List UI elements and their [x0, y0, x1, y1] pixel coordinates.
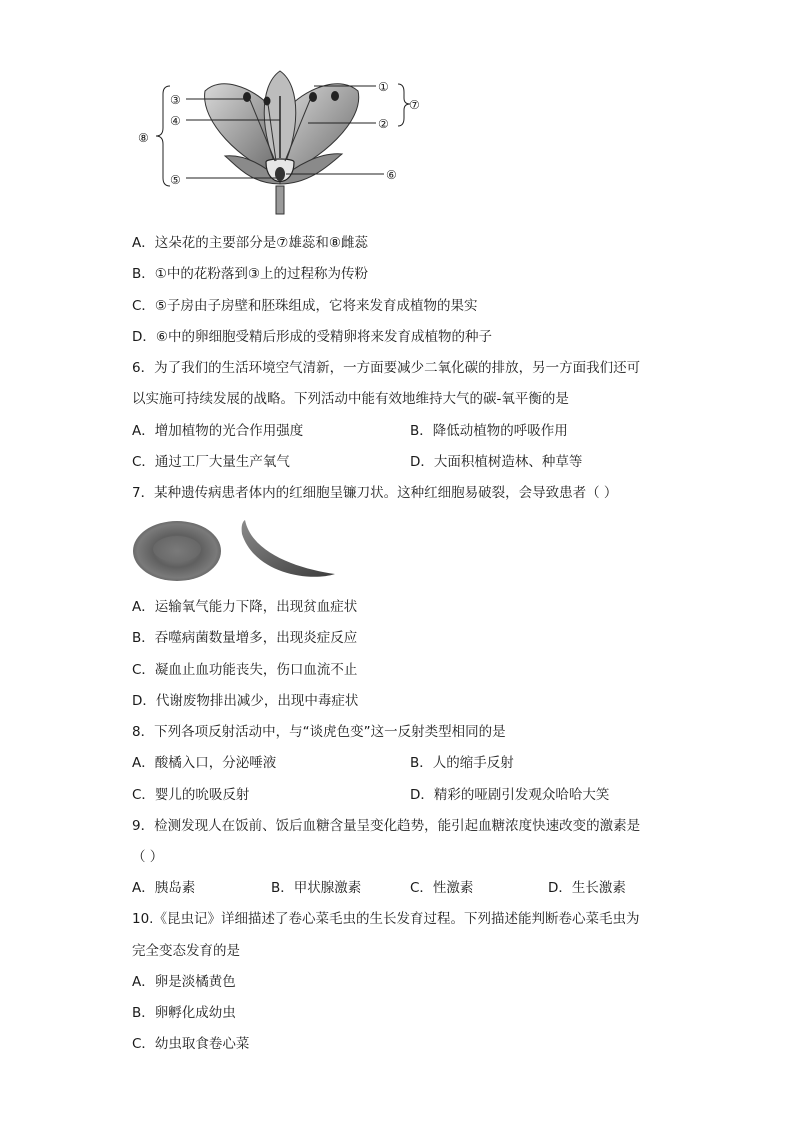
q9-stem-line1: 9．检测发现人在饭前、饭后血糖含量呈变化趋势，能引起血糖浓度快速改变的激素是: [132, 818, 641, 834]
q9-option-b: B．甲状腺激素: [271, 880, 362, 896]
label-7: ⑦: [409, 98, 420, 112]
label-8: ⑧: [138, 131, 149, 145]
q5-option-d: D．⑥中的卵细胞受精后形成的受精卵将来发育成植物的种子: [132, 329, 492, 345]
q8-option-d: D．精彩的哑剧引发观众哈哈大笑: [410, 787, 610, 803]
label-3: ③: [170, 93, 181, 107]
label-1: ①: [378, 80, 389, 94]
q7-option-d: D．代谢废物排出减少，出现中毒症状: [132, 693, 359, 709]
q10-option-b: B．卵孵化成幼虫: [132, 1005, 236, 1021]
q8-option-c: C．婴儿的吮吸反射: [132, 787, 250, 803]
q10-stem-line2: 完全变态发育的是: [132, 943, 240, 959]
q6-option-a: A．增加植物的光合作用强度: [132, 423, 304, 439]
q9-option-c: C．性激素: [410, 880, 474, 896]
q9-option-a: A．胰岛素: [132, 880, 196, 896]
q8-stem: 8．下列各项反射活动中，与“谈虎色变”这一反射类型相同的是: [132, 724, 506, 740]
q5-option-a: A．这朵花的主要部分是⑦雄蕊和⑧雌蕊: [132, 235, 368, 251]
q5-option-b: B．①中的花粉落到③上的过程称为传粉: [132, 266, 368, 282]
q6-stem-line1: 6．为了我们的生活环境空气清新，一方面要减少二氧化碳的排放，另一方面我们还可: [132, 360, 641, 376]
q10-option-c: C．幼虫取食卷心菜: [132, 1036, 250, 1052]
q10-stem-line1: 10.《昆虫记》详细描述了卷心菜毛虫的生长发育过程。下列描述能判断卷心菜毛虫为: [132, 911, 640, 927]
q6-option-d: D．大面积植树造林、种草等: [410, 454, 583, 470]
q6-stem-line2: 以实施可持续发展的战略。下列活动中能有效地维持大气的碳-氧平衡的是: [132, 391, 569, 407]
q9-stem-line2: （ ）: [132, 849, 164, 865]
q8-option-a: A．酸橘入口，分泌唾液: [132, 755, 277, 771]
q10-option-a: A．卵是淡橘黄色: [132, 974, 236, 990]
q8-option-b: B．人的缩手反射: [410, 755, 514, 771]
q7-stem: 7．某种遗传病患者体内的红细胞呈镰刀状。这种红细胞易破裂，会导致患者（ ）: [132, 485, 618, 501]
q6-option-b: B．降低动植物的呼吸作用: [410, 423, 568, 439]
label-6: ⑥: [386, 168, 397, 182]
label-2: ②: [378, 117, 389, 131]
q6-option-c: C．通过工厂大量生产氧气: [132, 454, 290, 470]
q5-option-c: C．⑤子房由子房壁和胚珠组成，它将来发育成植物的果实: [132, 298, 478, 314]
label-4: ④: [170, 114, 181, 128]
q7-option-c: C．凝血止血功能丧失，伤口血流不止: [132, 662, 358, 678]
red-blood-cell-figure: [130, 514, 345, 586]
q9-option-d: D．生长激素: [548, 880, 626, 896]
q7-option-a: A．运输氧气能力下降，出现贫血症状: [132, 599, 358, 615]
q7-option-b: B．吞噬病菌数量增多，出现炎症反应: [132, 630, 358, 646]
label-5: ⑤: [170, 173, 181, 187]
flower-structure-figure: [130, 66, 430, 218]
